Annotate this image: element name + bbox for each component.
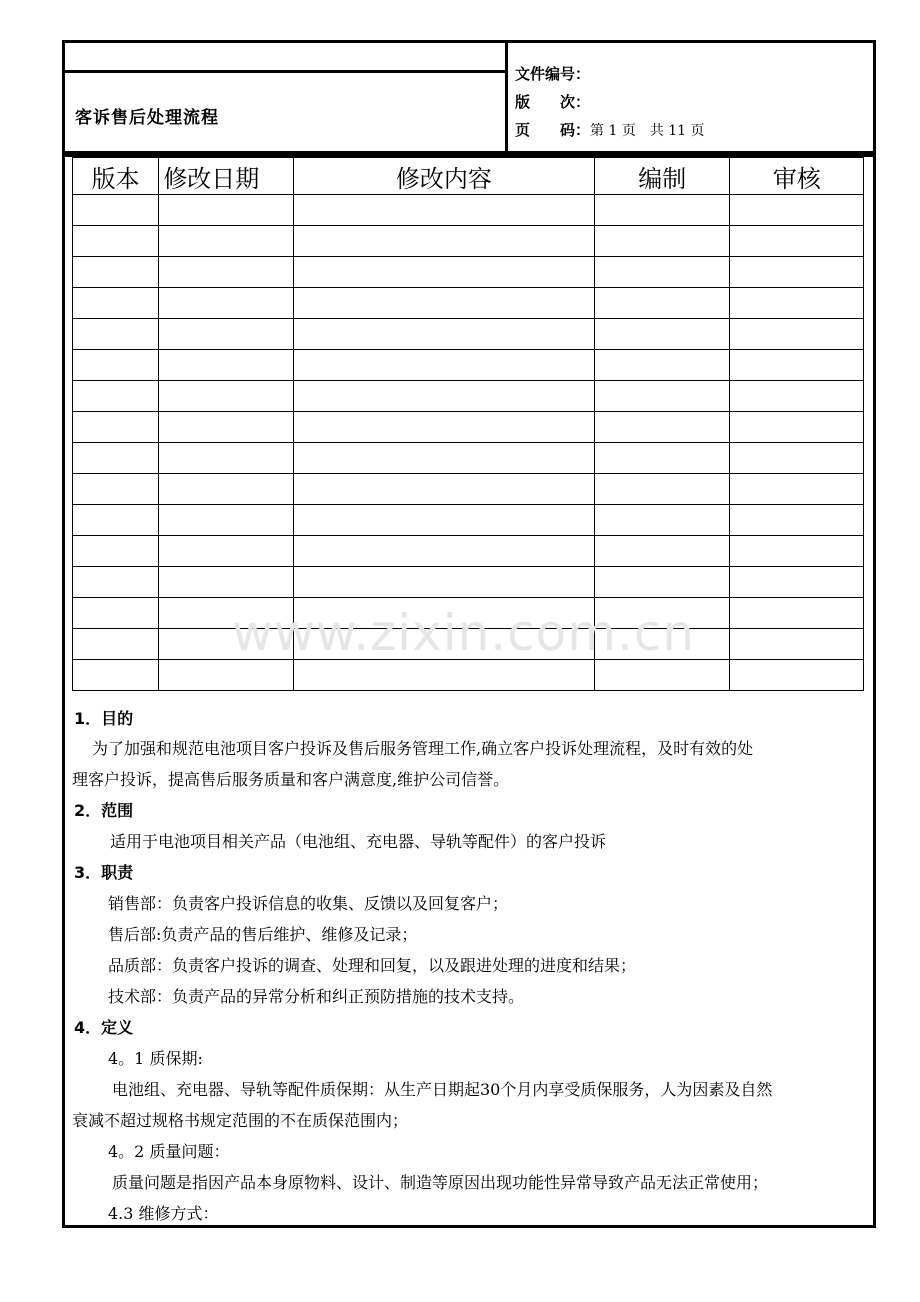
table-cell (293, 350, 594, 381)
table-cell (730, 536, 864, 567)
table-cell (73, 567, 159, 598)
table-cell (73, 319, 159, 350)
table-cell (293, 598, 594, 629)
table-cell (293, 505, 594, 536)
table-cell (730, 567, 864, 598)
table-row (73, 660, 864, 691)
table-cell (73, 257, 159, 288)
watermark: www.zixin.com.cn (232, 604, 696, 662)
table-row (73, 505, 864, 536)
page-label: 页 码： (515, 121, 591, 139)
version-row (515, 91, 590, 112)
table-cell (594, 257, 730, 288)
table-row (73, 350, 864, 381)
table-cell (594, 443, 730, 474)
page-value: 第 1 页 共 11 页 (590, 123, 705, 139)
table-header-row (73, 158, 864, 195)
table-cell (730, 195, 864, 226)
section-3-sales: 销售部：负责客户投诉信息的收集、反馈以及回复客户； (108, 894, 509, 913)
table-cell (730, 598, 864, 629)
section-3-technical: 技术部：负责产品的异常分析和纠正预防措施的技术支持。 (108, 987, 525, 1006)
table-cell (159, 443, 294, 474)
section-1-text-line-2: 理客户投诉，提高售后服务质量和客户满意度,维护公司信誉。 (72, 770, 510, 789)
table-cell (730, 288, 864, 319)
table-cell (159, 536, 294, 567)
table-cell (73, 443, 159, 474)
table-row (73, 319, 864, 350)
column-header-date: 修改日期 (159, 158, 294, 195)
table-cell (293, 412, 594, 443)
section-2-text: 适用于电池项目相关产品（电池组、充电器、导轨等配件）的客户投诉 (110, 832, 607, 851)
file-number-row (515, 63, 590, 84)
table-cell (594, 474, 730, 505)
page-number-row (515, 119, 705, 140)
table-cell (159, 226, 294, 257)
table-cell (159, 257, 294, 288)
document-title: 客诉售后处理流程 (75, 108, 219, 128)
table-row (73, 412, 864, 443)
document-header (62, 40, 876, 154)
section-4-1-title: 4。1 质保期: (108, 1049, 203, 1068)
table-cell (159, 381, 294, 412)
table-cell (594, 598, 730, 629)
column-header-author: 编制 (594, 158, 730, 195)
table-row (73, 629, 864, 660)
table-cell (159, 195, 294, 226)
table-cell (293, 226, 594, 257)
section-4-3-title: 4.3 维修方式： (108, 1204, 219, 1223)
table-cell (730, 660, 864, 691)
table-cell (159, 350, 294, 381)
table-cell (594, 412, 730, 443)
table-cell (73, 195, 159, 226)
table-cell (159, 288, 294, 319)
table-cell (293, 195, 594, 226)
table-cell (293, 474, 594, 505)
table-cell (159, 567, 294, 598)
table-cell (730, 443, 864, 474)
table-cell (730, 226, 864, 257)
table-cell (594, 319, 730, 350)
table-cell (730, 505, 864, 536)
table-cell (730, 319, 864, 350)
section-4-1-text-line-1: 电池组、充电器、导轨等配件质保期：从生产日期起30个月内享受质保服务，人为因素及自然 (112, 1080, 773, 1099)
table-cell (730, 474, 864, 505)
table-cell (594, 629, 730, 660)
table-row (73, 226, 864, 257)
section-4-2-title: 4。2 质量问题： (108, 1142, 230, 1161)
table-row (73, 567, 864, 598)
table-row (73, 598, 864, 629)
column-header-content: 修改内容 (293, 158, 594, 195)
table-cell (293, 257, 594, 288)
table-cell (159, 660, 294, 691)
table-cell (730, 350, 864, 381)
table-cell (293, 536, 594, 567)
table-cell (159, 505, 294, 536)
table-row (73, 474, 864, 505)
section-3-aftersales: 售后部:负责产品的售后维护、维修及记录； (108, 925, 418, 944)
table-cell (730, 412, 864, 443)
table-cell (293, 660, 594, 691)
table-row (73, 536, 864, 567)
table-row (73, 195, 864, 226)
table-cell (594, 567, 730, 598)
table-cell (73, 536, 159, 567)
table-cell (594, 195, 730, 226)
section-3-title: 3．职责 (74, 863, 134, 882)
table-cell (73, 474, 159, 505)
table-cell (159, 474, 294, 505)
table-row (73, 288, 864, 319)
table-row (73, 381, 864, 412)
section-3-quality: 品质部：负责客户投诉的调查、处理和回复，以及跟进处理的进度和结果； (108, 956, 637, 975)
revision-table-body (73, 195, 864, 691)
table-cell (73, 226, 159, 257)
table-cell (159, 412, 294, 443)
section-4-1-text-line-2: 衰减不超过规格书规定范围的不在质保范围内； (72, 1111, 409, 1130)
table-row (73, 443, 864, 474)
table-cell (730, 257, 864, 288)
table-cell (73, 598, 159, 629)
table-cell (159, 598, 294, 629)
table-cell (594, 350, 730, 381)
section-2-title: 2．范围 (74, 801, 134, 820)
table-cell (73, 629, 159, 660)
table-cell (293, 629, 594, 660)
table-cell (594, 505, 730, 536)
table-cell (594, 226, 730, 257)
table-cell (73, 288, 159, 319)
header-divider (505, 43, 508, 151)
header-blank-cell (65, 43, 508, 73)
table-cell (730, 381, 864, 412)
table-cell (73, 412, 159, 443)
table-cell (73, 660, 159, 691)
table-cell (293, 319, 594, 350)
table-cell (73, 381, 159, 412)
version-label: 版 次： (515, 93, 591, 111)
file-number-label: 文件编号： (515, 65, 591, 83)
table-cell (730, 629, 864, 660)
table-cell (73, 350, 159, 381)
table-cell (159, 629, 294, 660)
table-cell (159, 319, 294, 350)
table-cell (293, 381, 594, 412)
column-header-reviewer: 审核 (730, 158, 864, 195)
table-cell (594, 381, 730, 412)
column-header-version: 版本 (73, 158, 159, 195)
table-cell (293, 288, 594, 319)
table-cell (73, 505, 159, 536)
table-cell (594, 536, 730, 567)
section-4-title: 4．定义 (74, 1018, 134, 1037)
table-cell (293, 567, 594, 598)
section-1-title: 1．目的 (74, 709, 134, 728)
table-cell (293, 443, 594, 474)
revision-history-table (72, 157, 864, 691)
section-4-2-text: 质量问题是指因产品本身原物料、设计、制造等原因出现功能性异常导致产品无法正常使用； (112, 1173, 769, 1192)
table-cell (594, 660, 730, 691)
section-1-text-line-1: 为了加强和规范电池项目客户投诉及售后服务管理工作,确立客户投诉处理流程，及时有效的处 (92, 739, 754, 758)
table-cell (594, 288, 730, 319)
table-row (73, 257, 864, 288)
